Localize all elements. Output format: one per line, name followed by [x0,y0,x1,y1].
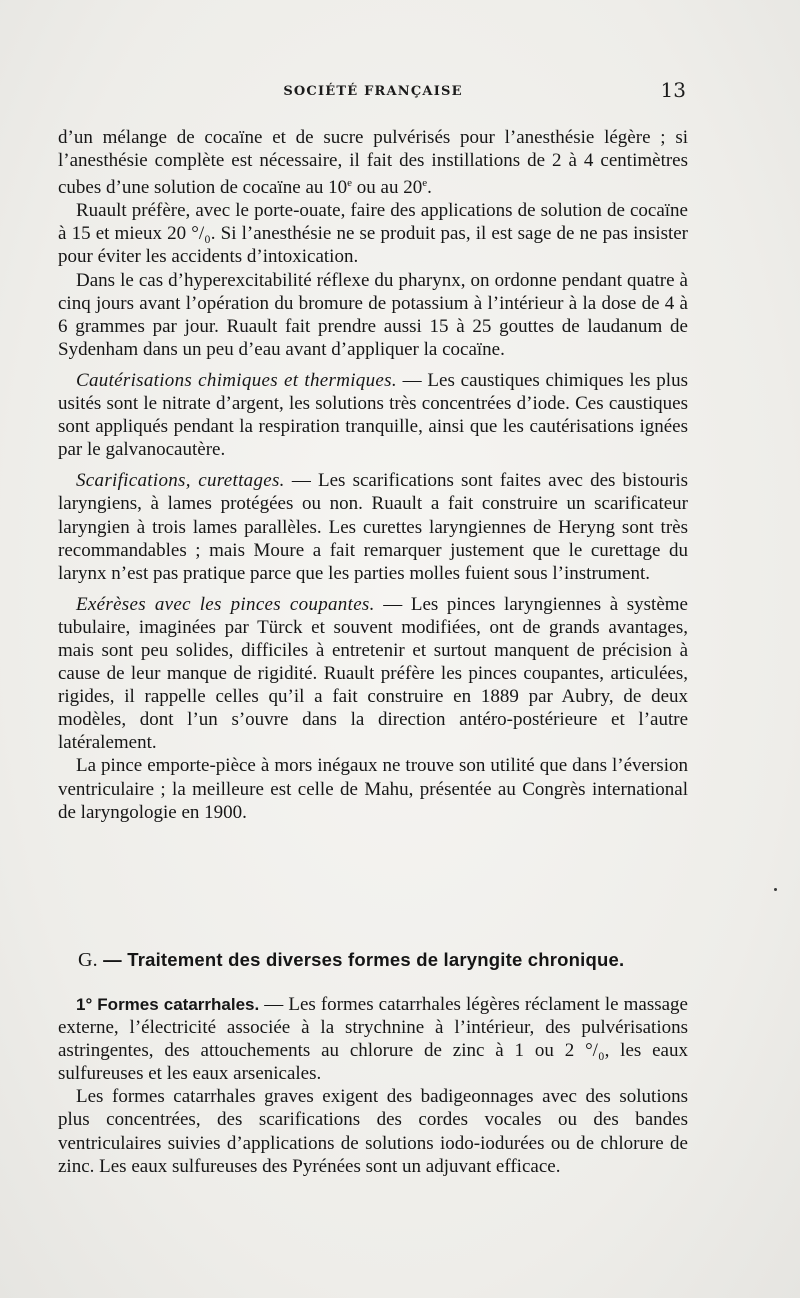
paragraph-8-heading: 1° Formes catarrhales. [76,995,260,1014]
body-text-block-2 [58,993,688,1178]
ink-speck [774,888,777,891]
section-letter: G. [78,949,98,971]
section-title-text: — Traitement des diverses formes de laryngite chronique. [97,949,625,970]
paragraph-2: Ruault préfère, avec le porte-ouate, faire des applications de solution de cocaïne à 15 et mieux 20 °/₀. Si l’anesthésie ne se produit pas, il est sage de ne pas insister pour éviter les accidents d’intoxication. [58,200,688,268]
paragraph-6-text: — Les pinces laryngiennes à système tubulaire, imaginées par Türck et souvent modifiées, ont de grands avantages, mais sont peu solides, difficiles à entretenir et surtout manquent de précision à cause de leur manque de rigidité. Ruault préfère les pinces coupantes, articulées, rigides, il rappelle celles qu’il a fait construire en 1889 par Aubry, de deux modèles, dont l’un s’ouvre dans la direction antéro-postérieure et l’autre latéralement. [58,593,688,754]
paragraph-9: Les formes catarrhales graves exigent des badigeonnages avec des solutions plus concentrées, des scarifications des cordes vocales ou des bandes ventriculaires suivies d’applications de solutions iodo-iodurées ou de chlorure de zinc. Les eaux sulfureuses des Pyrénées sont un adjuvant efficace. [58,1086,688,1177]
body-text-block-1 [58,126,688,824]
paragraph-1-text-end: . [427,177,432,199]
paragraph-4-heading: Cautérisations chimiques et thermiques. [76,369,397,391]
section-heading [78,949,678,972]
paragraph-4 [58,369,688,461]
paragraph-1-text-mid: ou au 20 [352,177,423,199]
superscript: e [347,177,353,190]
paragraph-5-text: — Les scarifications sont faites avec des bistouris laryngiens, à lames protégées ou non. Ruault a fait construire un scarificateur laryngien à trois lames parallèles. Les curettes laryngiennes de Heryng sont très recommandables ; mais Moure a fait remarquer justement que le curettage du larynx n’est pas pratique parce que les parties molles fuient sous l’instrument. [58,470,688,584]
paragraph-8-text: — Les formes catarrhales légères réclament le massage externe, l’électricité associée à la strychnine à l’intérieur, des pulvérisations astringentes, des attouchements au chlorure de zinc à 1 ou 2 °/₀, les eaux sulfureuses et les eaux arsenicales. [58,994,688,1085]
running-title: SOCIÉTÉ FRANÇAISE [283,84,463,99]
paragraph-7: La pince emporte-pièce à mors inégaux ne trouve son utilité que dans l’éversion ventriculaire ; la meilleure est celle de Mahu, présentée au Congrès international de laryngologie en 1900. [58,755,688,823]
paragraph-6 [58,593,688,755]
paragraph-5-heading: Scarifications, curettages. [76,470,285,492]
paragraph-6-heading: Exérèses avec les pinces coupantes. [76,593,375,615]
paragraph-1-text: d’un mélange de cocaïne et de sucre pulvérisés pour l’anesthésie légère ; si l’anesthésie complète est nécessaire, il fait des instillations de 2 à 4 centimètres cubes d’une solution de cocaïne au 10 [58,127,688,199]
page-number: 13 [660,78,686,102]
paragraph-5 [58,469,688,584]
paragraph-3: Dans le cas d’hyperexcitabilité réflexe du pharynx, on ordonne pendant quatre à cinq jours avant l’opération du bromure de potassium à l’intérieur à la dose de 4 à 6 grammes par jour. Ruault fait prendre aussi 15 à 25 gouttes de laudanum de Sydenham dans un peu d’eau avant d’appliquer la cocaïne. [58,269,688,360]
page-header [60,76,686,106]
paragraph-4-text: — Les caustiques chimiques les plus usités sont le nitrate d’argent, les solutions très concentrées d’iode. Ces caustiques sont appliqués pendant la respiration tranquille, ainsi que les cautérisations ignées par le galvanocautère. [58,369,688,461]
superscript: e [422,177,428,190]
paragraph-1 [58,126,688,199]
paragraph-8 [58,993,688,1085]
